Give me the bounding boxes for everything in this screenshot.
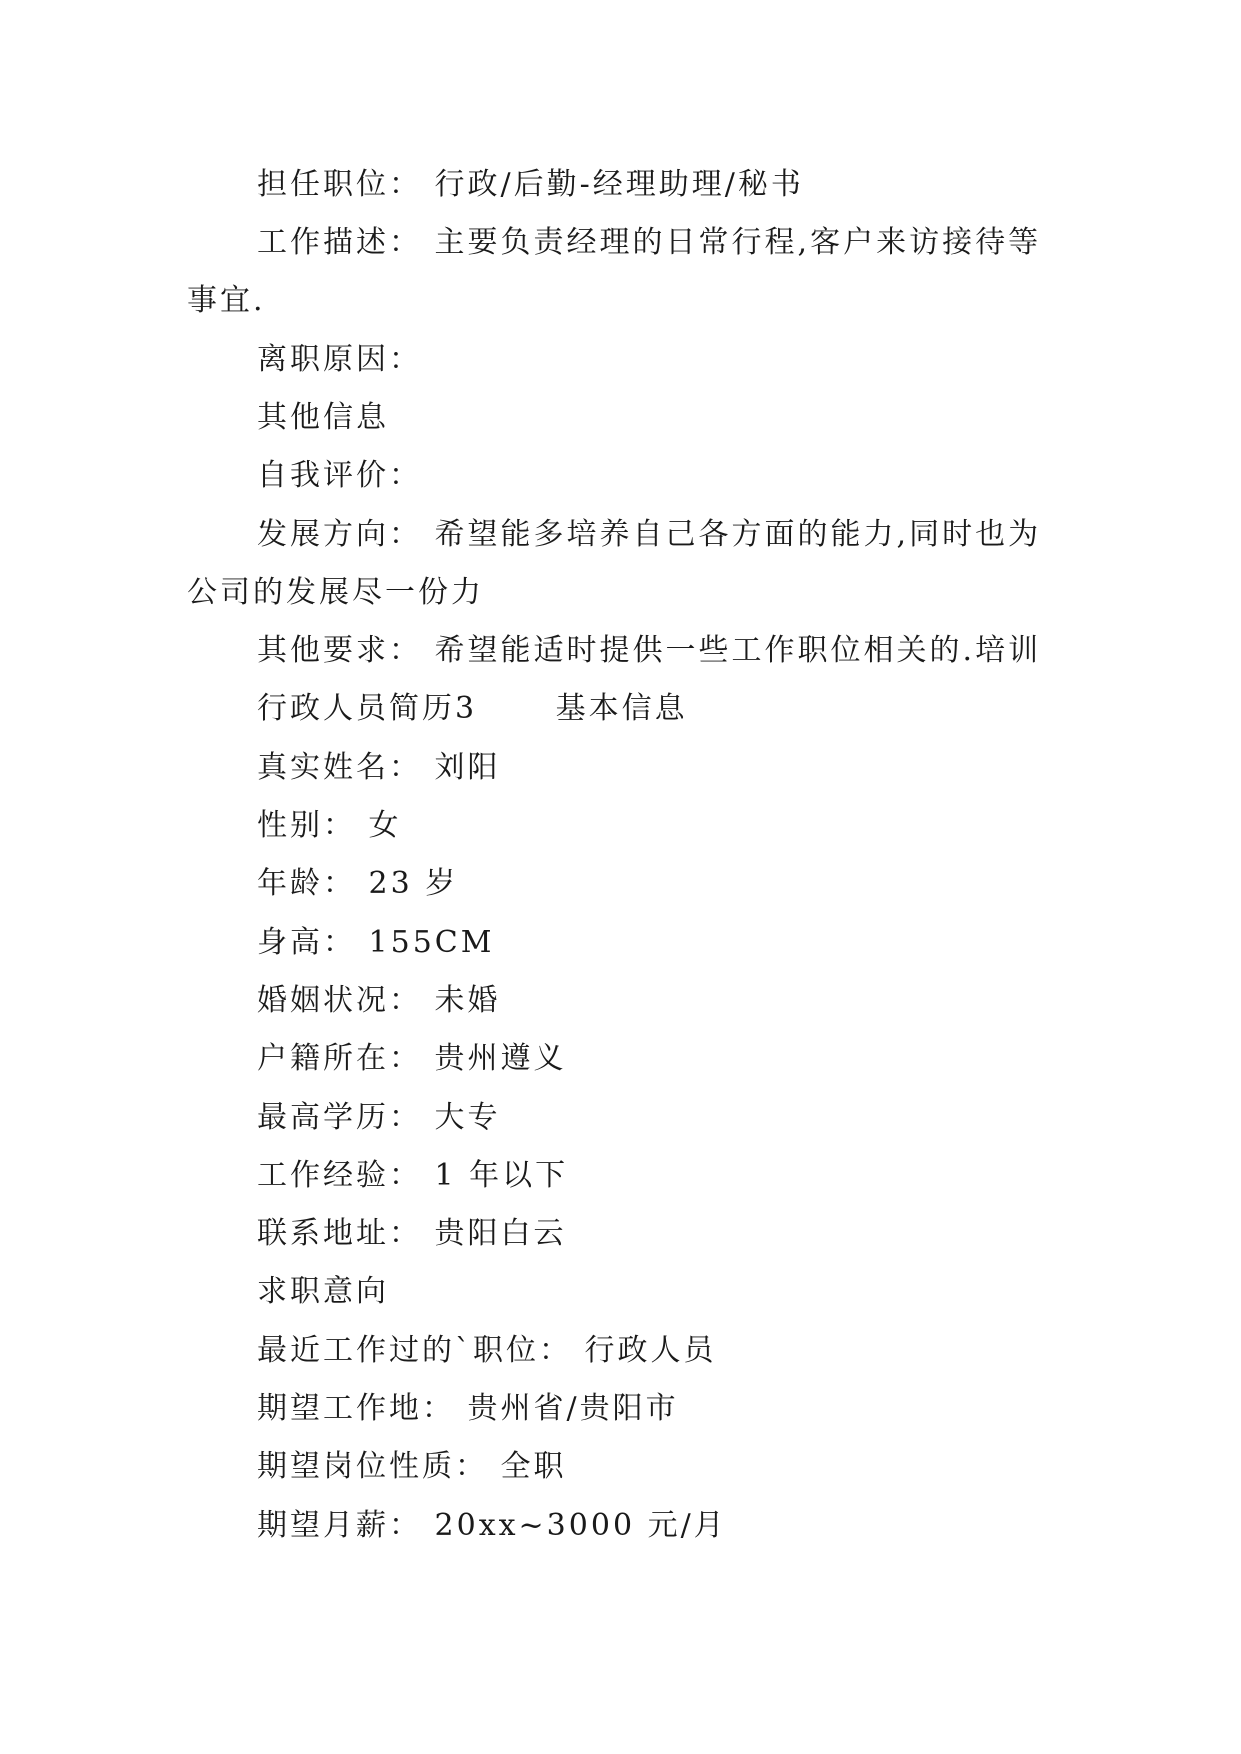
- text-line-household: 户籍所在： 贵州遵义: [257, 1041, 567, 1076]
- text-line-expected-location: 期望工作地： 贵州省/贵阳市: [257, 1391, 679, 1426]
- text-line-self-evaluation: 自我评价：: [257, 458, 422, 493]
- text-line-height: 身高： 155CM: [257, 925, 495, 960]
- text-line-education: 最高学历： 大专: [257, 1100, 501, 1135]
- text-line-marital-status: 婚姻状况： 未婚: [257, 983, 501, 1018]
- text-line-job-description-cont: 事宜.: [187, 283, 266, 318]
- text-line-address: 联系地址： 贵阳白云: [257, 1216, 567, 1251]
- text-line-other-requirements: 其他要求： 希望能适时提供一些工作职位相关的.培训: [257, 633, 1042, 668]
- text-line-expected-salary: 期望月薪： 20xx~3000 元/月: [257, 1508, 727, 1543]
- text-line-expected-job-type: 期望岗位性质： 全职: [257, 1449, 567, 1484]
- text-line-gender: 性别： 女: [257, 808, 402, 843]
- text-line-experience: 工作经验： 1 年以下: [257, 1158, 569, 1193]
- section-heading-other-info: 其他信息: [257, 400, 389, 435]
- text-line-development: 发展方向： 希望能多培养自己各方面的能力,同时也为: [257, 517, 1042, 552]
- text-line-recent-position: 最近工作过的`职位： 行政人员: [257, 1333, 717, 1368]
- text-line-name: 真实姓名： 刘阳: [257, 750, 501, 785]
- text-line-position: 担任职位： 行政/后勤-经理助理/秘书: [257, 167, 804, 202]
- text-line-development-cont: 公司的发展尽一份力: [187, 575, 484, 610]
- text-line-job-description: 工作描述： 主要负责经理的日常行程,客户来访接待等: [257, 225, 1042, 260]
- section-heading-resume-3: 行政人员简历3 基本信息: [257, 691, 688, 726]
- text-line-leave-reason: 离职原因：: [257, 342, 422, 377]
- section-heading-job-intention: 求职意向: [257, 1274, 389, 1309]
- text-line-age: 年龄： 23 岁: [257, 866, 459, 901]
